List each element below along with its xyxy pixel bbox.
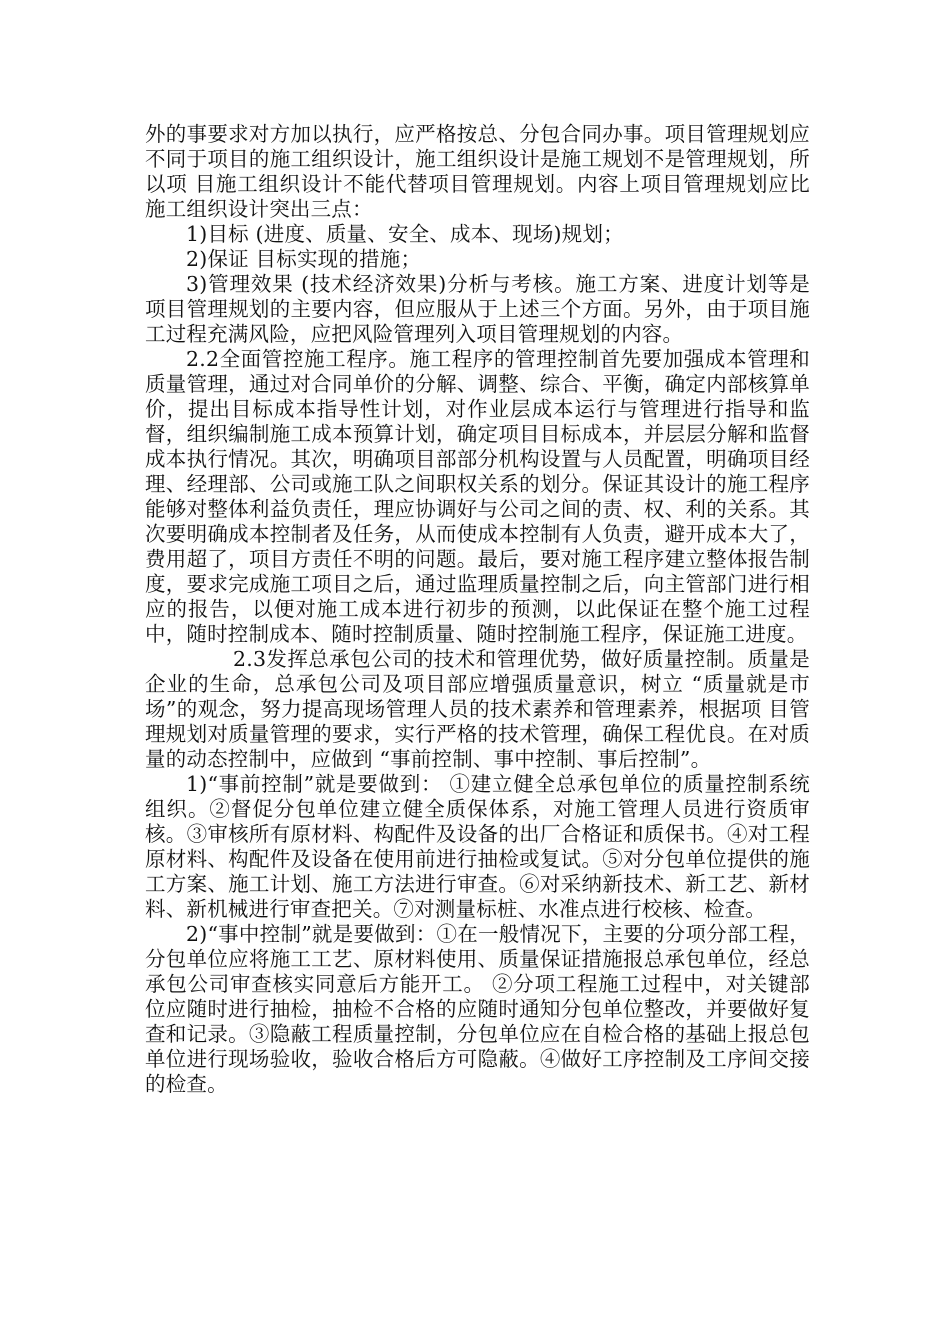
paragraph-item-3: 3)管理效果 (技术经济效果)分析与考核。施工方案、进度计划等是项目管理规划的主要内容，但应服从于上述三个方面。另外，由于项目施工过程充满风险，应把风险管理列入项目管理规划的内容。	[145, 272, 810, 346]
document-body	[145, 122, 810, 1097]
paragraph-in-process-control: 2)“事中控制”就是要做到：①在一般情况下，主要的分项分部工程，分包单位应将施工工艺、原材料使用、质量保证措施报总承包单位，经总承包公司审查核实同意后方能开工。 ②分项工程施工过程中，对关键部位应随时进行抽检，抽检不合格的应随时通知分包单位整改，并要做好复查和记录。③隐蔽工程质量控制，分包单位应在自检合格的基础上报总包单位进行现场验收，验收合格后方可隐蔽。④做好工序控制及工序间交接的检查。	[145, 922, 810, 1096]
paragraph-item-2: 2)保证 目标实现的措施；	[186, 247, 422, 271]
paragraph-section-2-3: 2.3发挥总承包公司的技术和管理优势，做好质量控制。质量是企业的生命，总承包公司及项目部应增强质量意识，树立 “质量就是市场”的观念，努力提高现场管理人员的技术素养和管理素养，根据项 目管理规划对质量管理的要求，实行严格的技术管理，确保工程优良。在对质量的动态控制中，应做到 “事前控制、事中控制、事后控制”。	[145, 647, 810, 771]
paragraph-pre-control: 1)“事前控制”就是要做到： ①建立健全总承包单位的质量控制系统组织。②督促分包单位建立健全质保体系，对施工管理人员进行资质审核。③审核所有原材料、构配件及设备的出厂合格证和质保书。④对工程原材料、构配件及设备在使用前进行抽检或复试。⑤对分包单位提供的施工方案、施工计划、施工方法进行审查。⑥对采纳新技术、新工艺、新材料、新机械进行审查把关。⑦对测量标桩、水准点进行校核、检查。	[145, 772, 810, 921]
paragraph-item-1: 1)目标 (进度、质量、安全、成本、现场)规划；	[186, 222, 624, 246]
paragraph-section-2-2: 2.2全面管控施工程序。施工程序的管理控制首先要加强成本管理和质量管理，通过对合同单价的分解、调整、综合、平衡，确定内部核算单价，提出目标成本指导性计划，对作业层成本运行与管理进行指导和监督，组织编制施工成本预算计划，确定项目目标成本，并层层分解和监督成本执行情况。其次，明确项目部部分机构设置与人员配置，明确项目经理、经理部、公司或施工队之间职权关系的划分。保证其设计的施工程序能够对整体利益负责任，理应协调好与公司之间的责、权、利的关系。其次要明确成本控制者及任务，从而使成本控制有人负责，避开成本大了，费用超了，项目方责任不明的问题。最后，要对施工程序建立整体报告制度，要求完成施工项目之后，通过监理质量控制之后，向主管部门进行相应的报告，以便对施工成本进行初步的预测，以此保证在整个施工过程中，随时控制成本、随时控制质量、随时控制施工程序，保证施工进度。	[145, 347, 810, 646]
paragraph-continuation: 外的事要求对方加以执行，应严格按总、分包合同办事。项目管理规划应不同于项目的施工组织设计，施工组织设计是施工规划不是管理规划，所以项 目施工组织设计不能代替项目管理规划。内容上项目管理规划应比施工组织设计突出三点：	[145, 122, 810, 221]
